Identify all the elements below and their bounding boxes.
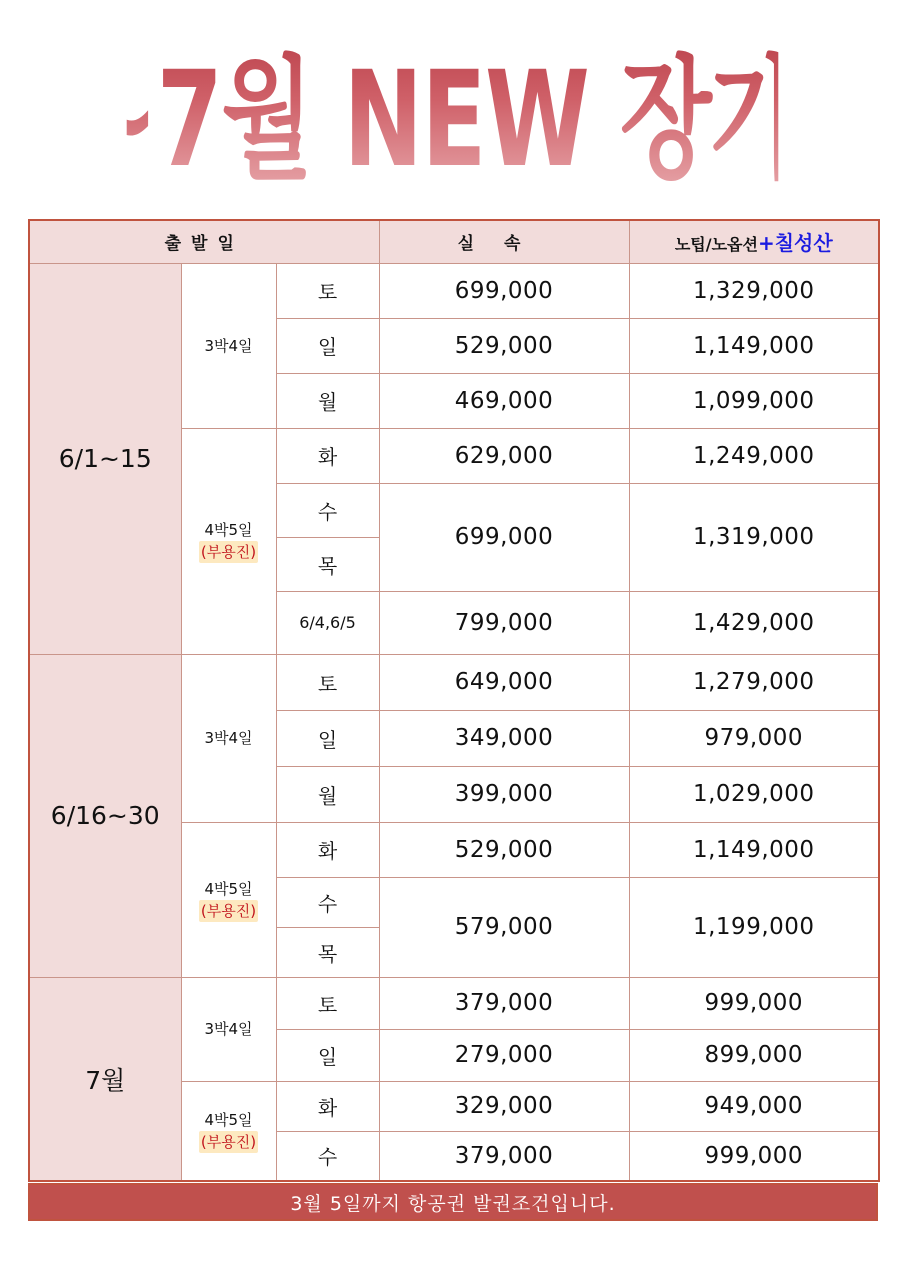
stay-note: (부용진)	[200, 1132, 257, 1151]
period-label: 6/16~30	[29, 654, 181, 977]
header-price: 실속	[379, 220, 629, 263]
price-cell: 469,000	[379, 373, 629, 428]
price-cell: 399,000	[379, 766, 629, 822]
day-cell: 일	[276, 1029, 379, 1081]
day-cell: 화	[276, 428, 379, 483]
price-cell: 529,000	[379, 822, 629, 877]
day-cell: 화	[276, 1081, 379, 1131]
day-cell: 토	[276, 263, 379, 318]
day-cell: 일	[276, 318, 379, 373]
price-cell: 629,000	[379, 428, 629, 483]
stay-duration: 4박5일	[204, 879, 253, 898]
day-cell: 토	[276, 977, 379, 1029]
day-cell: 수	[276, 483, 379, 537]
option-price-cell: 1,279,000	[629, 654, 879, 710]
option-price-cell: 999,000	[629, 977, 879, 1029]
day-cell: 월	[276, 766, 379, 822]
option-price-cell: 979,000	[629, 710, 879, 766]
stay-label	[181, 822, 276, 977]
day-cell: 목	[276, 927, 379, 977]
option-price-cell: 1,099,000	[629, 373, 879, 428]
table-header-row	[29, 220, 879, 263]
stay-label: 3박4일	[181, 263, 276, 428]
option-price-cell: 1,329,000	[629, 263, 879, 318]
price-cell: 349,000	[379, 710, 629, 766]
price-cell: 379,000	[379, 977, 629, 1029]
option-price-cell: 1,429,000	[629, 591, 879, 654]
period-label: 7월	[29, 977, 181, 1181]
day-cell: 6/4,6/5	[276, 591, 379, 654]
header-option	[629, 220, 879, 263]
header-option-plus: +칠성산	[757, 231, 833, 256]
day-cell: 토	[276, 654, 379, 710]
stay-note: (부용진)	[200, 901, 257, 920]
price-cell: 699,000	[379, 483, 629, 591]
price-cell: 279,000	[379, 1029, 629, 1081]
day-cell: 수	[276, 1131, 379, 1181]
price-cell: 329,000	[379, 1081, 629, 1131]
price-table	[28, 219, 880, 1182]
option-price-cell: 949,000	[629, 1081, 879, 1131]
option-price-cell: 899,000	[629, 1029, 879, 1081]
table-row	[29, 263, 879, 318]
price-cell: 579,000	[379, 877, 629, 977]
day-cell: 일	[276, 710, 379, 766]
day-cell: 월	[276, 373, 379, 428]
option-price-cell: 1,199,000	[629, 877, 879, 977]
header-option-label: 노팁/노옵션	[674, 235, 758, 255]
day-cell: 수	[276, 877, 379, 927]
day-cell: 목	[276, 537, 379, 591]
price-cell: 799,000	[379, 591, 629, 654]
stay-label	[181, 428, 276, 654]
price-cell: 529,000	[379, 318, 629, 373]
stay-note: (부용진)	[200, 543, 257, 561]
option-price-cell: 1,149,000	[629, 318, 879, 373]
page-title: 6~7월 NEW 장가계	[127, 18, 779, 198]
stay-duration: 4박5일	[204, 1110, 253, 1129]
option-price-cell: 1,149,000	[629, 822, 879, 877]
stay-label	[181, 1081, 276, 1181]
table-row	[29, 977, 879, 1029]
price-cell: 699,000	[379, 263, 629, 318]
price-cell: 649,000	[379, 654, 629, 710]
option-price-cell: 999,000	[629, 1131, 879, 1181]
footer-note: 3월 5일까지 항공권 발권조건입니다.	[28, 1183, 878, 1221]
period-label: 6/1~15	[29, 263, 181, 654]
stay-duration: 4박5일	[204, 521, 253, 539]
option-price-cell: 1,029,000	[629, 766, 879, 822]
day-cell: 화	[276, 822, 379, 877]
price-cell: 379,000	[379, 1131, 629, 1181]
header-departure: 출발일	[29, 220, 379, 263]
option-price-cell: 1,249,000	[629, 428, 879, 483]
option-price-cell: 1,319,000	[629, 483, 879, 591]
table-row	[29, 654, 879, 710]
stay-label: 3박4일	[181, 654, 276, 822]
stay-label: 3박4일	[181, 977, 276, 1081]
